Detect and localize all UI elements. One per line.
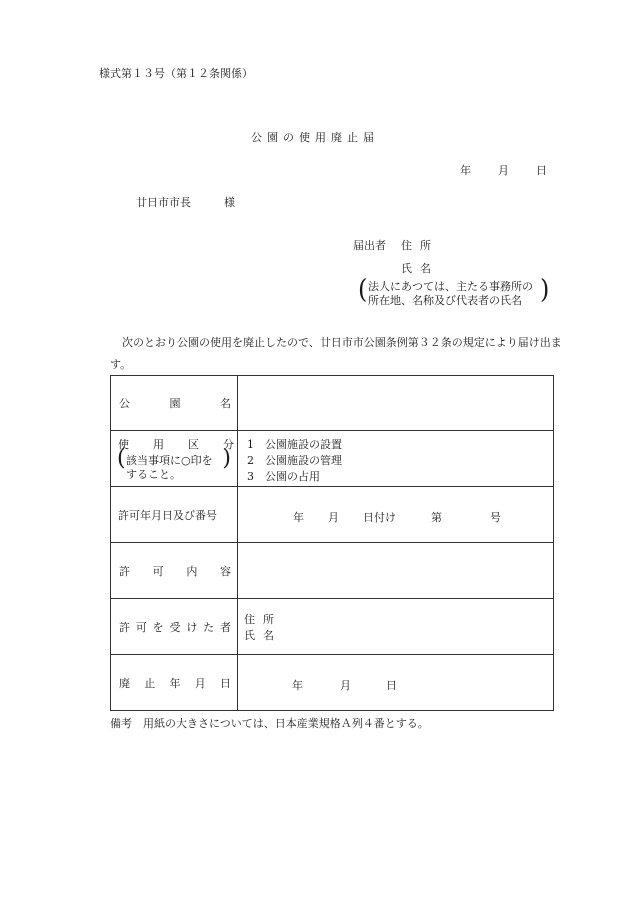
usage-note: ( 該当事項に○印を すること。 ) — [117, 446, 231, 481]
abolish-date-field[interactable]: 年 月 日 — [238, 655, 554, 711]
remarks: 備考 用紙の大きさについては、日本産業規格Ａ列４番とする。 — [110, 717, 429, 730]
usage-category-label: 使 用 区 分 ( 該当事項に○印を すること。 ) — [117, 438, 234, 481]
holder-name-label: 氏名 — [244, 629, 282, 642]
addressee-honorific: 様 — [224, 196, 235, 209]
row-permit-holder — [111, 599, 554, 655]
date-month-label: 月 — [498, 164, 509, 177]
corporation-note — [358, 273, 559, 307]
row-abolish-date — [111, 655, 554, 711]
usage-option-3[interactable]: 3 公園の占用 — [247, 470, 320, 483]
park-name-field[interactable] — [238, 376, 554, 431]
note-close-paren: ) — [540, 273, 550, 305]
row-permit-date — [111, 487, 554, 543]
row-usage-category — [111, 431, 554, 487]
note-open-paren: ( — [358, 273, 368, 305]
usage-option-2[interactable]: 2 公園施設の管理 — [247, 454, 342, 467]
usage-option-1[interactable]: 1 公園施設の設置 — [247, 438, 342, 451]
notifier-name-label: 氏名 — [401, 262, 439, 275]
row-park-name — [111, 376, 554, 431]
document-title: 公園の使用廃止届 — [251, 131, 379, 144]
permit-content-field[interactable] — [238, 543, 554, 599]
row-permit-content — [111, 543, 554, 599]
park-name-label: 公 園 名 — [119, 397, 231, 410]
notifier-label: 届出者 — [353, 239, 386, 252]
corporation-note-line2: 所在地、名称及び代表者の氏名 — [368, 294, 522, 307]
notifier-address-label: 住所 — [401, 239, 439, 252]
body-text: 次のとおり公園の使用を廃止したので、廿日市市公園条例第３２条の規定により届け出ます。 — [110, 336, 562, 371]
corporation-note-line1: 法人にあつては、主たる事務所の — [368, 280, 533, 293]
date-year-label: 年 — [460, 164, 471, 177]
usage-category-options — [238, 431, 554, 487]
permit-holder-field[interactable] — [238, 599, 554, 655]
holder-address-label: 住所 — [244, 613, 282, 626]
notification-table — [110, 375, 554, 711]
date-day-label: 日 — [536, 164, 547, 177]
form-number: 様式第１３号（第１２条関係） — [99, 67, 253, 80]
permit-date-label: 許可年月日及び番号 — [118, 508, 217, 522]
permit-holder-label: 許 可 を 受 け た 者 — [119, 620, 231, 634]
abolish-date-label: 廃 止 年 月 日 — [119, 676, 231, 690]
addressee-title: 廿日市市長 — [136, 196, 191, 209]
permit-date-field[interactable]: 年 月 日付け 第 号 — [238, 487, 554, 543]
permit-content-label: 許 可 内 容 — [119, 564, 231, 578]
